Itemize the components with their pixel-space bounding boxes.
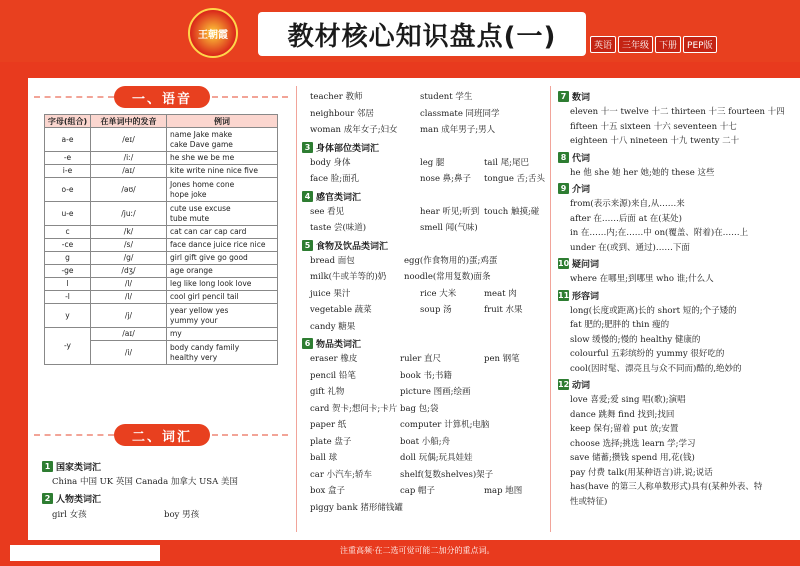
vocab-line: candy 糖果 — [310, 321, 356, 332]
example-words: he she we be me — [170, 153, 235, 162]
vocab-line: tongue 舌;舌头 — [484, 174, 546, 184]
vocab-line: face 脸;面孔 — [310, 174, 360, 184]
vocab-group-prepositions — [558, 182, 590, 195]
example-words: age orange — [170, 266, 213, 275]
examples-cell — [167, 152, 278, 165]
group-title: 食物及饮品类词汇 — [316, 241, 389, 252]
group-title: 形容词 — [572, 291, 600, 302]
vocab-group-questions — [558, 257, 599, 270]
vocab-line: man 成年男子;男人 — [420, 125, 496, 135]
vocab-line: dance 跳舞 find 找到;找回 — [570, 409, 675, 420]
vocab-line: bag 包;袋 — [400, 403, 439, 414]
example-words: leg like long look love — [170, 279, 252, 288]
examples-cell — [167, 239, 278, 252]
table-row — [45, 178, 278, 202]
vocab-group-objects — [302, 337, 361, 350]
vocab-line: pay 付费 talk(用某种语言)讲,说;说话 — [570, 467, 713, 478]
vocab-line: pen 钢笔 — [484, 354, 520, 364]
sound-cell: /k/ — [91, 226, 167, 239]
table-row — [45, 304, 278, 328]
group-number: 12 — [558, 380, 570, 389]
vocab-group-people — [42, 492, 101, 505]
phonics-table — [44, 114, 278, 365]
vocab-line: map 地图 — [484, 486, 523, 496]
letter-cell: -ge — [45, 265, 91, 278]
vocab-line: under 在(或到、通过)……下面 — [570, 242, 690, 253]
example-words: my — [170, 329, 182, 338]
divider — [34, 434, 114, 436]
vocab-group-numbers — [558, 90, 590, 103]
table-row — [45, 202, 278, 226]
example-words: body candy family — [170, 342, 240, 352]
examples-cell — [167, 165, 278, 178]
table-row — [45, 165, 278, 178]
vocab-line: gift 礼物 — [310, 387, 345, 397]
vocab-line: taste 尝(味道) — [310, 223, 367, 233]
vocab-group-verbs — [558, 378, 590, 391]
letter-cell: -l — [45, 291, 91, 304]
sound-cell: /dʒ/ — [91, 265, 167, 278]
table-header: 在单词中的发音 — [91, 115, 167, 128]
examples-cell — [167, 278, 278, 291]
vocab-line: plate 盘子 — [310, 436, 352, 447]
group-number: 2 — [42, 493, 53, 504]
section-title-vocab: 二、词汇 — [114, 424, 210, 446]
column-divider — [296, 86, 297, 532]
vocab-line: fat 肥的;肥胖的 thin 瘦的 — [570, 320, 670, 330]
vocab-line: ball 球 — [310, 453, 338, 463]
group-number: 1 — [42, 461, 53, 472]
group-title: 国家类词汇 — [56, 463, 102, 473]
group-title: 疑问词 — [572, 260, 600, 270]
vocab-line: book 书;书籍 — [400, 370, 452, 381]
letter-cell: u-e — [45, 202, 91, 226]
example-words: hope joke — [170, 189, 207, 199]
examples-cell — [167, 304, 278, 328]
example-words: year yellow yes — [170, 305, 229, 315]
example-words: cute use excuse — [170, 203, 231, 213]
group-title: 物品类词汇 — [316, 340, 362, 350]
vocab-line: keep 保有;留着 put 放;安置 — [570, 424, 679, 434]
vocab-line: love 喜爱;爱 sing 唱(歌);演唱 — [570, 395, 686, 405]
vocab-word: girl 女孩 — [52, 510, 87, 520]
sound-cell: /iː/ — [91, 152, 167, 165]
vocab-line: slow 缓慢的;慢的 healthy 健康的 — [570, 334, 701, 345]
vocab-group-body — [302, 141, 379, 154]
table-row — [45, 328, 278, 341]
example-words: name Jake make — [170, 129, 233, 139]
sound-cell: /i/ — [91, 341, 167, 365]
vocab-group-senses — [302, 190, 361, 203]
vocab-line: fifteen 十五 sixteen 十六 seventeen 十七 — [570, 121, 737, 132]
example-words: Jones home cone — [170, 179, 235, 189]
examples-cell — [167, 128, 278, 152]
group-number: 6 — [302, 338, 313, 349]
vocab-group-countries — [42, 460, 101, 473]
group-number: 5 — [302, 240, 313, 251]
vocab-line: smell 闻(气味) — [420, 223, 478, 233]
examples-cell — [167, 291, 278, 304]
examples-cell — [167, 265, 278, 278]
example-words: yummy your — [170, 315, 218, 325]
divider — [212, 434, 288, 436]
sound-cell: /j/ — [91, 304, 167, 328]
vocab-line: vegetable 蔬菜 — [310, 305, 372, 315]
vocab-line: eighteen 十八 nineteen 十九 twenty 二十 — [570, 136, 740, 146]
vocab-line: box 盒子 — [310, 486, 346, 496]
vocab-line: meat 肉 — [484, 288, 517, 299]
divider — [34, 96, 114, 98]
group-number: 4 — [302, 191, 313, 202]
vocab-line: woman 成年女子;妇女 — [310, 125, 398, 135]
vocab-line: fruit 水果 — [484, 305, 523, 315]
content-sheet — [28, 78, 800, 540]
logo-text: 王朝霞 — [198, 29, 228, 41]
group-title: 介词 — [572, 185, 591, 195]
vocab-group-adjectives — [558, 289, 599, 302]
example-words: cake Dave game — [170, 139, 233, 149]
vocab-line: hear 听见;听到 — [420, 206, 480, 217]
group-number: 8 — [558, 152, 569, 163]
vocab-line: pencil 铅笔 — [310, 370, 356, 381]
letter-cell: i-e — [45, 165, 91, 178]
tag-subject: 英语 — [590, 36, 616, 53]
letter-cell: l — [45, 278, 91, 291]
examples-cell — [167, 202, 278, 226]
brand-logo — [188, 8, 238, 58]
vocab-line: long(长度或距离)长的 short 短的;个子矮的 — [570, 305, 737, 316]
vocab-line: save 储蓄;攒钱 spend 用,花(钱) — [570, 453, 695, 463]
vocab-line: eleven 十一 twelve 十二 thirteen 十三 fourteen 十四 — [570, 107, 785, 117]
vocab-line: piggy bank 猪形储钱罐 — [310, 502, 403, 513]
group-number: 3 — [302, 142, 313, 153]
table-row — [45, 152, 278, 165]
vocab-line: rice 大米 — [420, 288, 457, 299]
vocab-line: see 看见 — [310, 206, 345, 217]
vocab-line: 性或特征) — [570, 496, 608, 507]
examples-cell — [167, 341, 278, 365]
tag-edition: PEP版 — [683, 36, 717, 53]
group-number: 9 — [558, 183, 569, 194]
vocab-line: paper 纸 — [310, 420, 347, 430]
vocab-line: touch 触摸;碰 — [484, 206, 540, 217]
sound-cell: /əʊ/ — [91, 178, 167, 202]
group-title: 代词 — [572, 153, 591, 164]
sound-cell: /aɪ/ — [91, 328, 167, 341]
group-title: 身体部位类词汇 — [316, 143, 380, 154]
vocab-line: colourful 五彩缤纷的 yummy 很好吃的 — [570, 349, 725, 359]
vocab-group-pronouns — [558, 151, 590, 164]
vocab-line: cap 帽子 — [400, 486, 435, 496]
footer-note: 注重高频·在二选可觉可能二加分的重点词。 — [340, 546, 495, 555]
examples-cell — [167, 252, 278, 265]
table-row — [45, 226, 278, 239]
vocab-line: shelf(复数shelves)架子 — [400, 469, 494, 480]
vocab-line: computer 计算机;电脑 — [400, 420, 490, 430]
table-row — [45, 291, 278, 304]
tag-volume: 下册 — [655, 36, 681, 53]
vocab-line: neighbour 邻居 — [310, 108, 374, 119]
table-header: 例词 — [167, 115, 278, 128]
table-row — [45, 128, 278, 152]
vocab-word: boy 男孩 — [164, 510, 200, 520]
tag-grade: 三年级 — [618, 36, 653, 53]
vocab-line: after 在……后面 at 在(某处) — [570, 213, 682, 224]
vocab-line: body 身体 — [310, 157, 351, 168]
table-row — [45, 252, 278, 265]
vocab-line: choose 选择;挑选 learn 学;学习 — [570, 438, 696, 449]
sound-cell: /aɪ/ — [91, 165, 167, 178]
example-words: girl gift give go good — [170, 253, 248, 262]
vocab-line: bread 面包 — [310, 255, 355, 266]
table-row — [45, 278, 278, 291]
vocab-line: juice 果汁 — [310, 288, 351, 299]
column-vocab-middle — [298, 78, 548, 540]
vocab-line: soup 汤 — [420, 305, 452, 315]
vocab-line: China 中国 UK 英国 Canada 加拿大 USA 美国 — [52, 477, 238, 487]
vocab-line: picture 图画;绘画 — [400, 387, 471, 397]
sound-cell: /l/ — [91, 291, 167, 304]
vocab-line: egg(作食物用的)蛋;鸡蛋 — [404, 255, 498, 266]
vocab-line: milk(牛或羊等的)奶 — [310, 272, 387, 282]
vocab-line: noodle(常用复数)面条 — [404, 272, 491, 282]
letter-cell: c — [45, 226, 91, 239]
column-vocab-right — [552, 78, 798, 540]
examples-cell — [167, 328, 278, 341]
vocab-line: in 在……内;在……中 on(覆盖、附着)在……上 — [570, 228, 749, 238]
footer-label-box — [10, 545, 160, 561]
sound-cell: /s/ — [91, 239, 167, 252]
group-number: 11 — [558, 290, 570, 300]
column-divider — [550, 86, 551, 532]
examples-cell — [167, 226, 278, 239]
vocab-line: he 他 she 她 her 她;她的 these 这些 — [570, 167, 715, 178]
example-words: face dance juice rice nice — [170, 240, 266, 249]
vocab-line: doll 玩偶;玩具娃娃 — [400, 453, 473, 463]
group-title: 数词 — [572, 93, 591, 103]
letter-cell: o-e — [45, 178, 91, 202]
letter-cell: -ce — [45, 239, 91, 252]
group-title: 感官类词汇 — [316, 192, 362, 203]
vocab-group-food — [302, 239, 388, 252]
group-title: 人物类词汇 — [56, 495, 102, 505]
letter-cell: g — [45, 252, 91, 265]
sound-cell: /juː/ — [91, 202, 167, 226]
vocab-line: student 学生 — [420, 92, 473, 102]
letter-cell: a-e — [45, 128, 91, 152]
example-words: cool girl pencil tail — [170, 292, 239, 301]
letter-cell: y — [45, 304, 91, 328]
vocab-line: cool(因时髦、漂亮且与众不同而)酷的,绝妙的 — [570, 363, 742, 374]
table-header: 字母(组合) — [45, 115, 91, 128]
vocab-line: ruler 直尺 — [400, 354, 442, 364]
column-phonics — [28, 78, 294, 540]
table-row — [45, 265, 278, 278]
vocab-line: boat 小船;舟 — [400, 436, 451, 447]
sound-cell: /eɪ/ — [91, 128, 167, 152]
examples-cell — [167, 178, 278, 202]
title-text: 教材核心知识盘点(一) — [287, 21, 557, 52]
edition-tags — [590, 36, 717, 53]
vocab-line: nose 鼻;鼻子 — [420, 174, 472, 184]
letter-cell: -y — [45, 328, 91, 365]
example-words: kite write nine nice five — [170, 166, 258, 175]
example-words: cat can car cap card — [170, 227, 247, 236]
vocab-line: leg 腿 — [420, 157, 445, 168]
letter-cell: -e — [45, 152, 91, 165]
vocab-line: where 在哪里;到哪里 who 谁;什么人 — [570, 274, 714, 284]
page-title — [258, 12, 586, 56]
vocab-line: card 贺卡;想问卡;卡片 — [310, 403, 398, 414]
vocab-line: classmate 同班同学 — [420, 108, 500, 119]
example-words: healthy very — [170, 352, 218, 362]
sound-cell: /g/ — [91, 252, 167, 265]
vocab-line: from(表示来源)来自,从……来 — [570, 199, 685, 209]
sound-cell: /l/ — [91, 278, 167, 291]
section-title-phonics: 一、语音 — [114, 86, 210, 108]
group-number: 7 — [558, 91, 569, 102]
vocab-line: tail 尾;尾巴 — [484, 157, 529, 168]
vocab-line: has(have 的第三人称单数形式)具有(某种外表、特 — [570, 482, 763, 492]
vocab-line: eraser 橡皮 — [310, 354, 358, 364]
table-row — [45, 239, 278, 252]
vocab-line: car 小汽车;轿车 — [310, 469, 372, 480]
vocab-line: teacher 教师 — [310, 92, 363, 102]
example-words: tube mute — [170, 213, 210, 223]
group-number: 10 — [558, 259, 570, 268]
group-title: 动词 — [572, 381, 591, 391]
divider — [212, 96, 288, 98]
